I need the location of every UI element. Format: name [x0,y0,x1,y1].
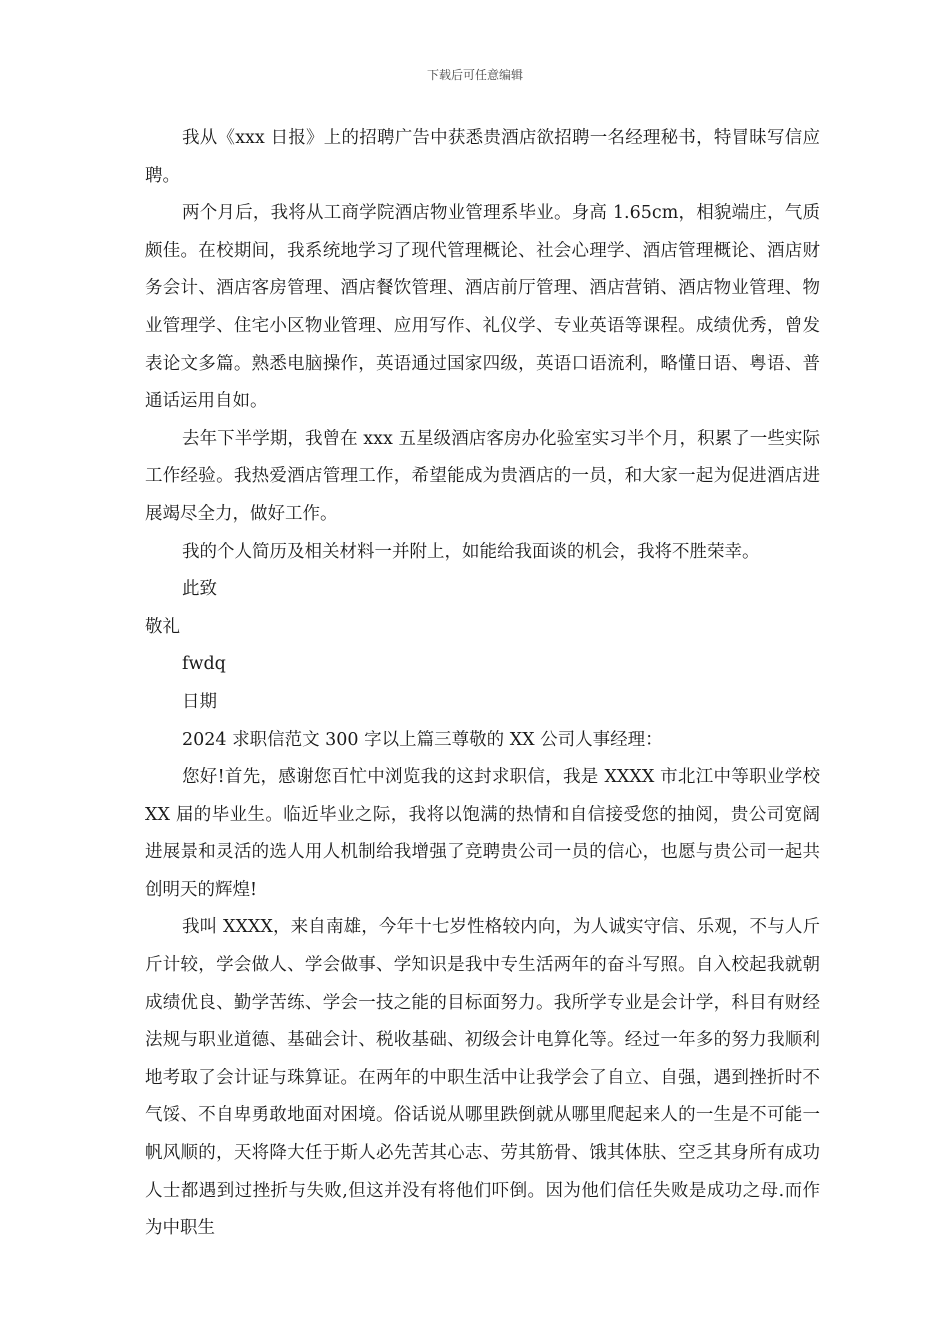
paragraph-internship: 去年下半学期，我曾在 xxx 五星级酒店客房办化验室实习半个月，积累了一些实际工作经验。我热爱酒店管理工作，希望能成为贵酒店的一员，和大家一起为促进酒店进展竭尽全力，做好工作。 [145,428,820,524]
section-heading-letter-three: 2024 求职信范文 300 字以上篇三尊敬的 XX 公司人事经理： [182,729,663,750]
letter-body [145,120,820,1248]
date-line: 日期 [182,691,217,712]
signature: fwdq [182,654,226,675]
paragraph-attachments: 我的个人简历及相关材料一并附上，如能给我面谈的机会，我将不胜荣幸。 [182,541,760,562]
paragraph-self-introduction: 我叫 XXXX，来自南雄，今年十七岁性格较内向，为人诚实守信、乐观，不与人斤斤计较，学会做人、学会做事、学知识是我中专生活两年的奋斗写照。自入校起我就朝成绩优良、勤学苦练、学会一技之能的目标面努力。我所学专业是会计学，科目有财经法规与职业道德、基础会计、税收基础、初级会计电算化等。经过一年多的努力我顺利地考取了会计证与珠算证。在两年的中职生活中让我学会了自立、自强，遇到挫折时不气馁、不自卑勇敢地面对困境。俗话说从哪里跌倒就从哪里爬起来人的一生是不可能一帆风顺的，天将降大任于斯人必先苦其心志、劳其筋骨、饿其体肤、空乏其身所有成功人士都遇到过挫折与失败,但这并没有将他们吓倒。因为他们信任失败是成功之母.而作为中职生 [145,917,820,1239]
page-header: 下载后可任意编辑 [426,68,523,82]
paragraph-greeting: 您好!首先，感谢您百忙中浏览我的这封求职信，我是 XXXX 市北江中等职业学校 XX 届的毕业生。临近毕业之际，我将以饱满的热情和自信接受您的抽阅，贵公司宽阔进展景和灵活的选人用人机制给我增强了竞聘贵公司一员的信心，也愿与贵公司一起共创明天的辉煌! [145,767,820,900]
paragraph-education: 两个月后，我将从工商学院酒店物业管理系毕业。身高 1.65cm，相貌端庄，气质颇佳。在校期间，我系统地学习了现代管理概论、社会心理学、酒店管理概论、酒店财务会计、酒店客房管理、酒店餐饮管理、酒店前厅管理、酒店营销、酒店物业管理、物业管理学、住宅小区物业管理、应用写作、礼仪学、专业英语等课程。成绩优秀，曾发表论文多篇。熟悉电脑操作，英语通过国家四级，英语口语流利，略懂日语、粤语、普通话运用自如。 [145,203,820,412]
closing-salutation: 此致 [182,579,217,600]
closing-regards: 敬礼 [145,616,180,637]
paragraph-application-intro: 我从《xxx 日报》上的招聘广告中获悉贵酒店欲招聘一名经理秘书，特冒昧写信应聘。 [145,128,820,186]
